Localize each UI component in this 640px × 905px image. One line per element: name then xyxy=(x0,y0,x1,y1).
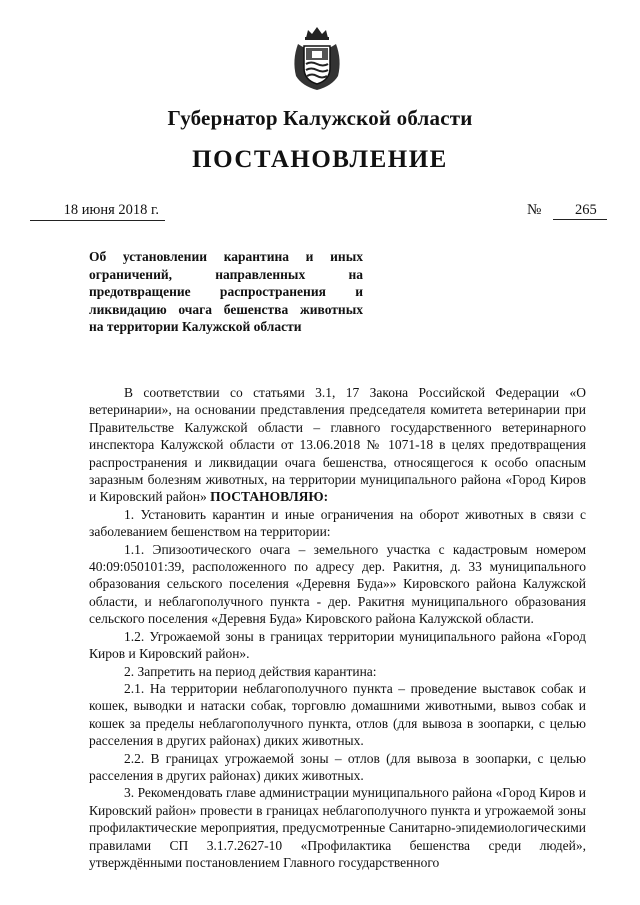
document-number-field xyxy=(527,202,607,220)
clause-2: 2. Запретить на период действия карантина: xyxy=(124,663,377,679)
issuer-title: Губернатор Калужской области xyxy=(167,106,473,130)
coat-of-arms-emblem xyxy=(288,24,346,92)
document-date-field xyxy=(30,202,165,221)
number-underline xyxy=(553,219,607,220)
document-date: 18 июня 2018 г. xyxy=(63,202,159,218)
subject-line: Об установлении карантина и иных xyxy=(89,249,363,264)
clause-1-1: 1.1. Эпизоотического очага – земельного участка с кадастровым номером 40:09:050101:39, расположенного по адресу дер. Ракитня, д. 33 муниципального образования сельского поселения «Деревня Буда»» Кировского района Калужской области, и неблагополучного пункта - дер. Ракитня муниципального образования сельского поселения «Деревня Буда» Кировского района Калужской области. xyxy=(89,541,586,627)
subject-line: на территории Калужской области xyxy=(89,319,302,334)
document-subject xyxy=(89,248,363,336)
clause-1: 1. Установить карантин и иные ограничения на оборот животных в связи с заболеванием бешенством на территории: xyxy=(89,506,586,540)
clause-2-2: 2.2. В границах угрожаемой зоны – отлов (для вывоза в зоопарки, с целью расселения в других районах) диких животных. xyxy=(89,750,586,783)
subject-line: предотвращение распространения и xyxy=(89,284,363,299)
document-body xyxy=(89,384,586,871)
document-number: 265 xyxy=(575,202,597,218)
clause-1-2: 1.2. Угрожаемой зоны в границах территории муниципального района «Город Киров и Кировский район». xyxy=(89,628,586,662)
document-type-title: ПОСТАНОВЛЕНИЕ xyxy=(192,146,448,173)
subject-line: ликвидацию очага бешенства животных xyxy=(89,301,363,317)
preamble-text: В соответствии со статьями 3.1, 17 Закона Российской Федерации «О ветеринарии», на основании представления председателя комитета ветеринарии при Правительстве Калужской области – главного государственного ветеринарного инспектора Калужской области от 13.06.2018 № 1071-18 в целях предотвращения распространения и ликвидации очага бешенства, относящегося к особо опасным заразным болезням животных, на территории муниципального района «Город Киров и Кировский район» xyxy=(89,385,586,505)
decree-word: ПОСТАНОВЛЯЮ: xyxy=(210,489,329,505)
clause-2-1: 2.1. На территории неблагополучного пункта – проведение выставок собак и кошек, выводки и натаски собак, торговлю домашними животными, вывоз собак и кошек за пределы неблагополучного пункта, отлов (для вывоза в зоопарки, с целью расселения в других районах) диких животных. xyxy=(89,680,586,749)
number-sign: № xyxy=(527,202,542,218)
clause-3: 3. Рекомендовать главе администрации муниципального района «Город Киров и Кировский район» провести в границах неблагополучного пункта и угрожаемой зоны профилактические мероприятия, предусмотренные Санитарно-эпидемиологическими правилами СП 3.1.7.2627-10 «Профилактика бешенства среди людей», утверждёнными постановлением Главного государственного xyxy=(89,785,586,870)
preamble-paragraph xyxy=(89,384,586,506)
subject-line: ограничений, направленных на xyxy=(89,266,363,282)
